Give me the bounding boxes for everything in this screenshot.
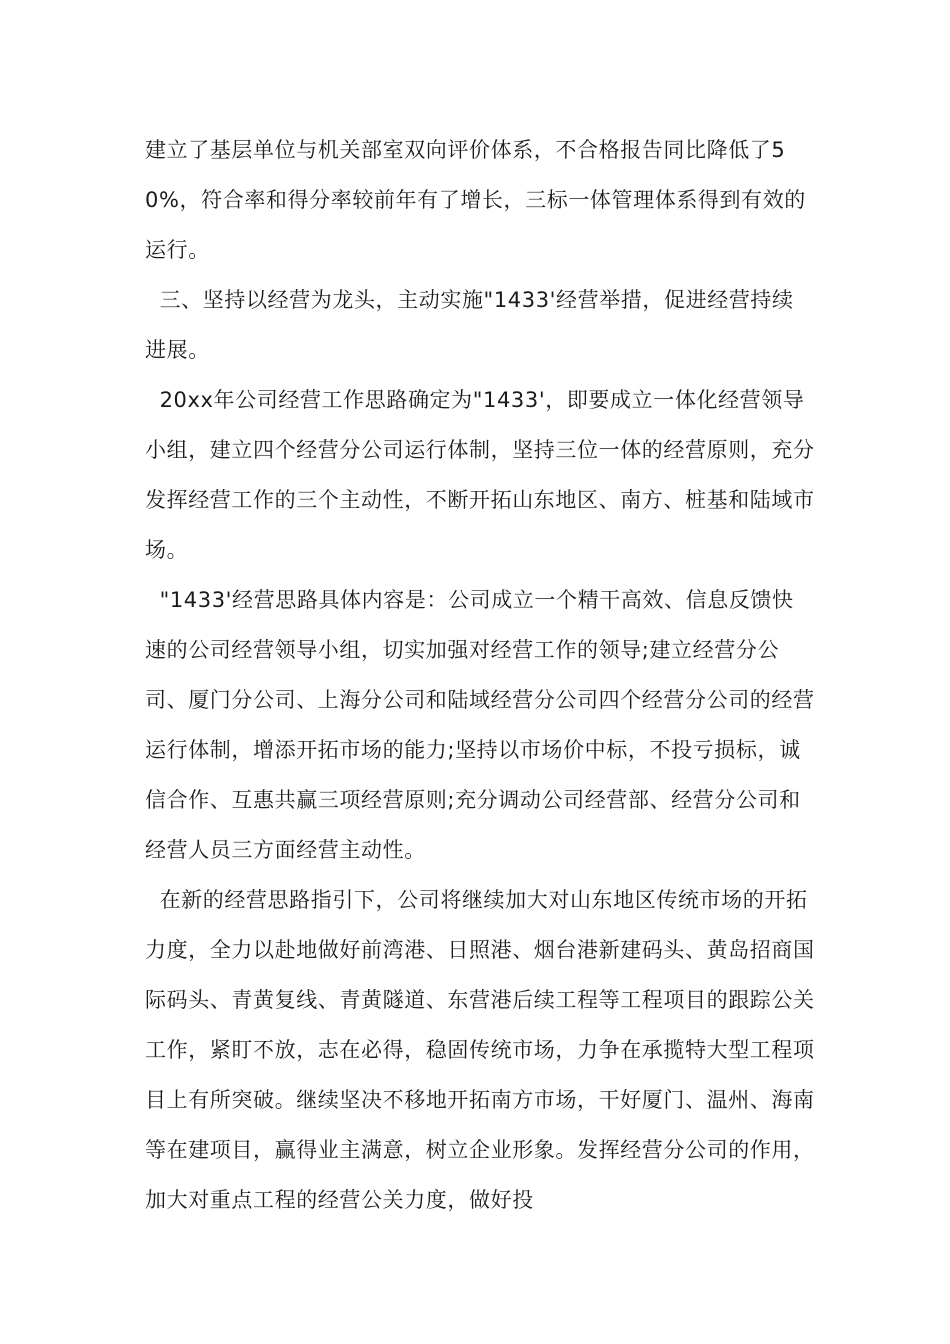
document-body [145, 125, 815, 1225]
paragraph-1433-details: "1433'经营思路具体内容是：公司成立一个精干高效、信息反馈快速的公司经营领导小组，切实加强对经营工作的领导;建立经营分公司、厦门分公司、上海分公司和陆域经营分公司四个经营分公司的经营运行体制，增添开拓市场的能力;坚持以市场价中标，不投亏损标，诚信合作、互惠共赢三项经营原则;充分调动公司经营部、经营分公司和经营人员三方面经营主动性。 [145, 588, 815, 862]
paragraph-market-expansion: 在新的经营思路指引下，公司将继续加大对山东地区传统市场的开拓力度，全力以赴地做好前湾港、日照港、烟台港新建码头、黄岛招商国际码头、青黄复线、青黄隧道、东营港后续工程等工程项目的跟踪公关工作，紧盯不放，志在必得，稳固传统市场，力争在承揽特大型工程项目上有所突破。继续坚决不移地开拓南方市场，干好厦门、温州、海南等在建项目，赢得业主满意，树立企业形象。发挥经营分公司的作用，加大对重点工程的经营公关力度，做好投 [145, 888, 815, 1212]
paragraph-evaluation-system: 建立了基层单位与机关部室双向评价体系，不合格报告同比降低了50%，符合率和得分率较前年有了增长，三标一体管理体系得到有效的运行。 [145, 138, 806, 262]
paragraph-1433-strategy: 20xx年公司经营工作思路确定为"1433'，即要成立一体化经营领导小组，建立四个经营分公司运行体制，坚持三位一体的经营原则，充分发挥经营工作的三个主动性，不断开拓山东地区、南方、桩基和陆域市场。 [145, 388, 815, 562]
paragraph-section-three-heading: 三、坚持以经营为龙头，主动实施"1433'经营举措，促进经营持续进展。 [145, 288, 794, 362]
